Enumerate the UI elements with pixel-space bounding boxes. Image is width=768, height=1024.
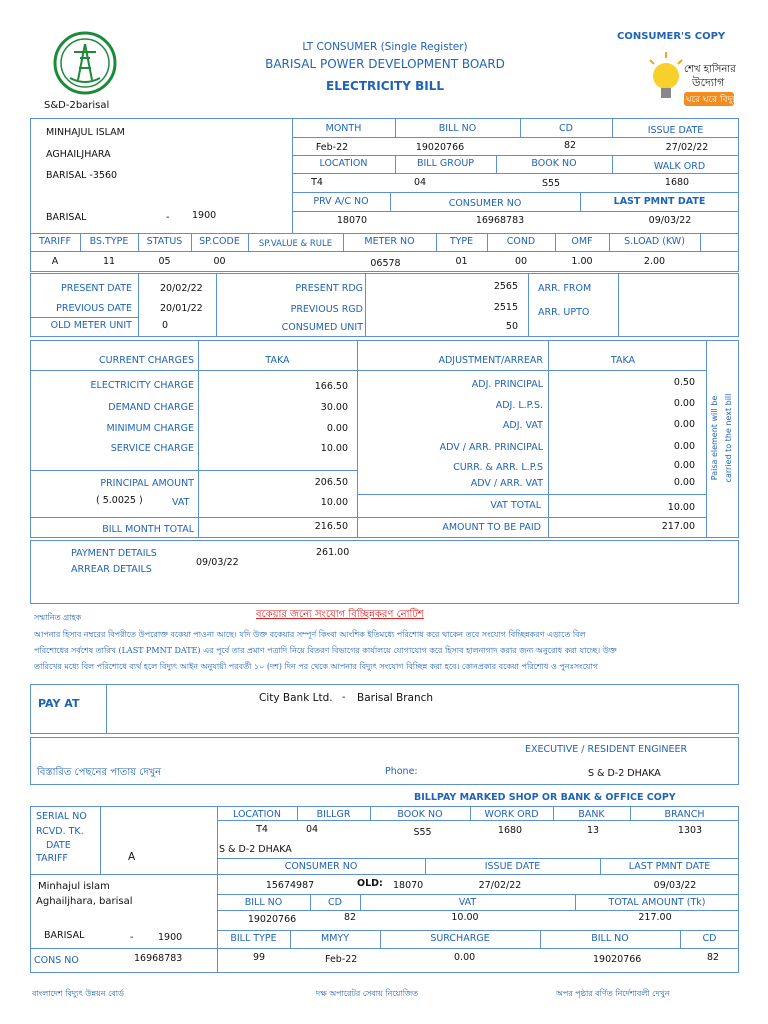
pay-at-dash: -: [342, 692, 346, 703]
adj-lps-value: 0.00: [673, 398, 695, 409]
old-meter-label: OLD METER UNIT: [50, 320, 132, 331]
stub-consumer-no-value: 15674987: [265, 880, 315, 891]
status-value: 05: [158, 256, 171, 267]
notice-line1: আপনার হিসাব নম্বরের বিপরীতে উপরোক্ত বকেয়া পাওনা আছে। যদি উক্ত বকেয়ার সম্পূর্ণ কিংবা আংশিক ইতিমধ্যে পরিশোধ করে থাকেন তবে সংযোগ বিচ্ছিন্নকরণ এড়াতে বিল: [34, 630, 586, 639]
issue-date-label: ISSUE DATE: [647, 125, 704, 136]
month-label: MONTH: [325, 123, 362, 134]
header-line1: LT CONSUMER (Single Register): [302, 41, 468, 53]
consumer-city: BARISAL: [46, 212, 87, 223]
present-rdg-label: PRESENT RDG: [295, 283, 363, 294]
notice-salutation: সম্মানিত গ্রাহক: [34, 613, 82, 622]
rcvd-label: RCVD. TK.: [36, 826, 84, 837]
bs-type-value: 11: [102, 256, 116, 267]
payment-date: 09/03/22: [196, 557, 239, 568]
stub-book-no-label: BOOK NO: [397, 809, 443, 820]
footer-mid: দক্ষ অপারেটর সেবায় নিয়োজিত: [316, 989, 419, 998]
stub-work-ord-label: WORK ORD: [484, 809, 539, 820]
prv-ac-value: 18070: [336, 215, 368, 226]
electricity-charge-value: 166.50: [314, 381, 348, 392]
stub-location-value: T4: [256, 824, 268, 835]
stub-cd2-value: 82: [707, 952, 720, 963]
book-no-value: S55: [541, 178, 561, 189]
copy-label: CONSUMER'S COPY: [617, 31, 726, 42]
month-value: Feb-22: [315, 142, 349, 153]
bill-group-label: BILL GROUP: [416, 158, 475, 169]
pay-at-branch: Barisal Branch: [357, 692, 434, 704]
consumer-code: 1900: [192, 210, 217, 221]
stub-cd-label: CD: [328, 897, 342, 908]
payment-amount: 261.00: [316, 547, 350, 558]
cd-value: 82: [563, 140, 577, 151]
vat-rate: ( 5.0025 ): [96, 495, 143, 506]
cond-value: 00: [514, 256, 528, 267]
demand-charge-label: DEMAND CHARGE: [108, 402, 194, 413]
stub-bill-no2-value: 19020766: [593, 954, 642, 965]
last-pmnt-value: 09/03/22: [648, 215, 692, 226]
adj-lps-label: ADJ. L.P.S.: [495, 400, 543, 411]
principal-amount-value: 206.50: [314, 477, 348, 488]
status-label: STATUS: [146, 236, 183, 247]
paisa-note: [708, 378, 740, 498]
paisa-note-line1: Paisa element will be: [710, 395, 719, 481]
vat-value: 10.00: [320, 497, 348, 508]
office-name: S & D-2 DHAKA: [588, 768, 661, 779]
consumer-dash: -: [166, 212, 170, 223]
meter-no-label: METER NO: [364, 236, 415, 247]
svg-text:উদ্যোগ: উদ্যোগ: [692, 76, 725, 89]
svg-text:শেখ হাসিনার: শেখ হাসিনার: [684, 64, 736, 75]
vat-total-label: VAT TOTAL: [490, 500, 541, 511]
phone-label: Phone:: [385, 766, 418, 777]
previous-date-label: PREVIOUS DATE: [56, 303, 132, 314]
office-copy-title: BILLPAY MARKED SHOP OR BANK & OFFICE COPY: [414, 792, 676, 803]
cons-no-value: 16968783: [134, 953, 183, 964]
sp-code-label: SP.CODE: [199, 236, 240, 247]
electricity-charge-label: ELECTRICITY CHARGE: [90, 380, 194, 391]
location-value: T4: [311, 177, 323, 188]
omf-label: OMF: [571, 236, 593, 247]
sp-code-value: 00: [213, 256, 226, 267]
curr-lps-label: CURR. & ARR. L.P.S: [453, 462, 543, 473]
type-label: TYPE: [449, 236, 474, 247]
stub-bank-value: 13: [586, 825, 600, 836]
stub-bill-no2-label: BILL NO: [591, 933, 629, 944]
omf-value: 1.00: [571, 256, 593, 267]
stub-mmyy-label: MMYY: [321, 933, 349, 944]
stub-book-no-value: S55: [413, 827, 432, 838]
stub-tariff-label: TARIFF: [36, 853, 68, 864]
amount-to-pay-value: 217.00: [661, 521, 695, 532]
adj-vat-label: ADJ. VAT: [502, 420, 543, 431]
stub-cd-value: 82: [343, 912, 357, 923]
sp-value-label: SP.VALUE & RULE: [258, 239, 333, 249]
arr-upto-label: ARR. UPTO: [538, 307, 590, 318]
tariff-label: TARIFF: [39, 236, 71, 247]
consumer-address1: AGHAILJHARA: [46, 149, 111, 160]
book-no-label: BOOK NO: [531, 158, 577, 169]
prv-ac-label: PRV A/C NO: [313, 196, 369, 207]
stub-location-label: LOCATION: [232, 809, 281, 820]
stub-customer-code: 1900: [158, 932, 183, 943]
stub-office: S & D-2 DHAKA: [219, 844, 292, 855]
sload-value: 2.00: [643, 256, 666, 267]
consumed-label: CONSUMED UNIT: [281, 322, 363, 333]
consumed-value: 50: [505, 321, 518, 332]
bill-month-total-value: 216.50: [314, 521, 348, 532]
stub-consumer-no-label: CONSUMER NO: [284, 861, 358, 872]
consumer-address2: BARISAL -3560: [46, 170, 118, 181]
bill-no-value: 19020766: [415, 142, 465, 153]
stub-bank-label: BANK: [578, 809, 605, 820]
stub-customer-address: Aghailjhara, barisal: [36, 896, 133, 907]
notice-line3: তারিখের মধ্যে বিল পরিশোধে ব্যর্থ হলে বিদ্যুৎ আইন অনুযায়ী পরবর্তী ১০ (দশ) দিন পর থেকে আপনার বিদ্যুৎ সংযোগ বিচ্ছিন্ন করা হবে। কোনপ্রকার বকেয়া পরিশোধ ও পুনঃসংযোগ: [34, 662, 598, 671]
adv-principal-label: ADV / ARR. PRINCIPAL: [439, 442, 543, 453]
tariff-value: A: [51, 256, 59, 267]
arrear-details-label: ARREAR DETAILS: [71, 564, 152, 575]
stub-total-label: TOTAL AMOUNT (Tk): [608, 897, 706, 908]
adj-vat-value: 0.00: [673, 419, 695, 430]
campaign-logo: [648, 50, 738, 112]
stub-old-value: 18070: [393, 880, 424, 891]
stub-customer-name: Minhajul islam: [38, 881, 110, 892]
stub-bill-type-label: BILL TYPE: [230, 933, 277, 944]
taka-header-right: TAKA: [610, 355, 636, 366]
present-date-value: 20/02/22: [160, 283, 203, 294]
stub-vat-label: VAT: [458, 897, 477, 908]
header-line2: BARISAL POWER DEVELOPMENT BOARD: [265, 57, 505, 71]
stub-issue-date-value: 27/02/22: [478, 880, 522, 891]
last-pmnt-label: LAST PMNT DATE: [613, 196, 706, 207]
payment-details-label: PAYMENT DETAILS: [71, 548, 157, 559]
consumer-no-label: CONSUMER NO: [448, 198, 522, 209]
stub-last-pmnt-label: LAST PMNT DATE: [628, 861, 711, 872]
cond-label: COND: [506, 236, 536, 247]
serial-no-label: SERIAL NO: [36, 811, 87, 822]
cons-no-label: CONS NO: [34, 955, 79, 966]
stub-tariff-value: A: [128, 851, 136, 863]
sload-label: S.LOAD (KW): [624, 236, 685, 247]
service-charge-value: 10.00: [320, 443, 348, 454]
principal-amount-label: PRINCIPAL AMOUNT: [100, 478, 194, 489]
adv-principal-value: 0.00: [673, 441, 695, 452]
vat-label: VAT: [172, 497, 190, 508]
stub-bill-type-value: 99: [253, 952, 266, 963]
old-meter-value: 0: [162, 320, 169, 331]
stub-branch-value: 1303: [677, 825, 703, 836]
stub-bill-no-value: 19020766: [247, 914, 297, 925]
location-label: LOCATION: [319, 158, 368, 169]
stub-customer-dash: -: [130, 932, 134, 943]
present-date-label: PRESENT DATE: [60, 283, 132, 294]
minimum-charge-label: MINIMUM CHARGE: [106, 423, 194, 434]
stub-vat-value: 10.00: [451, 912, 479, 923]
paisa-note-line2: carried to the next bill: [724, 393, 733, 483]
bill-month-total-label: BILL MONTH TOTAL: [102, 524, 194, 535]
bill-group-value: 04: [413, 177, 427, 188]
walk-ord-value: 1680: [664, 177, 690, 188]
stub-branch-label: BRANCH: [664, 809, 705, 820]
stub-total-value: 217.00: [638, 912, 672, 923]
curr-lps-value: 0.00: [673, 460, 695, 471]
minimum-charge-value: 0.00: [326, 423, 348, 434]
stub-surcharge-value: 0.00: [454, 952, 476, 963]
type-value: 01: [455, 256, 468, 267]
pay-at-label: PAY AT: [38, 697, 80, 710]
office-code: S&D-2barisal: [44, 100, 110, 111]
pay-at-bank: City Bank Ltd.: [259, 692, 333, 704]
stub-billgr-value: 04: [305, 824, 319, 835]
present-rdg-value: 2565: [493, 281, 518, 292]
svg-text:ঘরে ঘরে বিদ্যুৎ: ঘরে ঘরে বিদ্যুৎ: [686, 95, 738, 105]
footer-right: অপর পৃষ্ঠার বর্ণিত নির্দেশাবলী দেখুন: [556, 989, 670, 998]
adjustment-header: ADJUSTMENT/ARREAR: [438, 355, 543, 366]
stub-last-pmnt-value: 09/03/22: [653, 880, 697, 891]
page-title: ELECTRICITY BILL: [326, 79, 444, 93]
stub-billgr-label: BILLGR: [316, 809, 351, 820]
stub-bill-no-label: BILL NO: [244, 897, 283, 908]
demand-charge-value: 30.00: [320, 402, 348, 413]
amount-to-pay-label: AMOUNT TO BE PAID: [442, 522, 541, 533]
taka-header-left: TAKA: [265, 355, 290, 366]
stub-customer-city: BARISAL: [44, 930, 85, 941]
bs-type-label: BS.TYPE: [89, 236, 129, 247]
bpdb-logo: [40, 30, 130, 100]
stub-cd2-label: CD: [702, 933, 717, 944]
arr-from-label: ARR. FROM: [538, 283, 592, 294]
adv-vat-value: 0.00: [673, 477, 695, 488]
walk-ord-label: WALK ORD: [653, 161, 706, 172]
engineer-label: EXECUTIVE / RESIDENT ENGINEER: [525, 744, 688, 755]
cd-label: CD: [559, 123, 573, 134]
bill-no-label: BILL NO: [438, 123, 477, 134]
notice-title: বকেয়ার জন্যে সংযোগ বিচ্ছিন্নকরণ নোটিশ: [256, 609, 424, 620]
issue-date-value: 27/02/22: [665, 142, 709, 153]
adv-vat-label: ADV / ARR. VAT: [470, 478, 543, 489]
stub-mmyy-value: Feb-22: [325, 954, 358, 965]
see-back-page: বিস্তারিত পেছনের পাতায় দেখুন: [37, 767, 162, 778]
stub-work-ord-value: 1680: [497, 825, 523, 836]
consumer-name: MINHAJUL ISLAM: [46, 127, 125, 138]
footer-left: বাংলাদেশ বিদ্যুৎ উন্নয়ন বোর্ড: [32, 989, 125, 998]
service-charge-label: SERVICE CHARGE: [110, 443, 194, 454]
adj-principal-label: ADJ. PRINCIPAL: [471, 379, 543, 390]
notice-line2: পরিশোধের সর্বশেষ তারিখ (LAST PMNT DATE) এর পূর্বে তার প্রমাণ পত্রাদি নিয়ে বিতরণ বিভাগের কার্যালয়ে যোগাযোগ করে হিসাব হালনাগাদ করার জন্য অনুরোধ করা যাচ্ছে। উক্ত: [34, 646, 617, 655]
adj-principal-value: 0.50: [673, 377, 695, 388]
current-charges-header: CURRENT CHARGES: [99, 355, 194, 366]
previous-rgd-label: PREVIOUS RGD: [290, 304, 363, 315]
date-label: DATE: [46, 840, 71, 851]
previous-rgd-value: 2515: [493, 302, 518, 313]
previous-date-value: 20/01/22: [160, 303, 203, 314]
meter-no-value: 06578: [370, 258, 401, 269]
stub-issue-date-label: ISSUE DATE: [484, 861, 541, 872]
consumer-no-value: 16968783: [475, 215, 525, 226]
stub-surcharge-label: SURCHARGE: [430, 933, 490, 944]
stub-old-label: OLD:: [357, 878, 383, 889]
vat-total-value: 10.00: [667, 502, 695, 513]
